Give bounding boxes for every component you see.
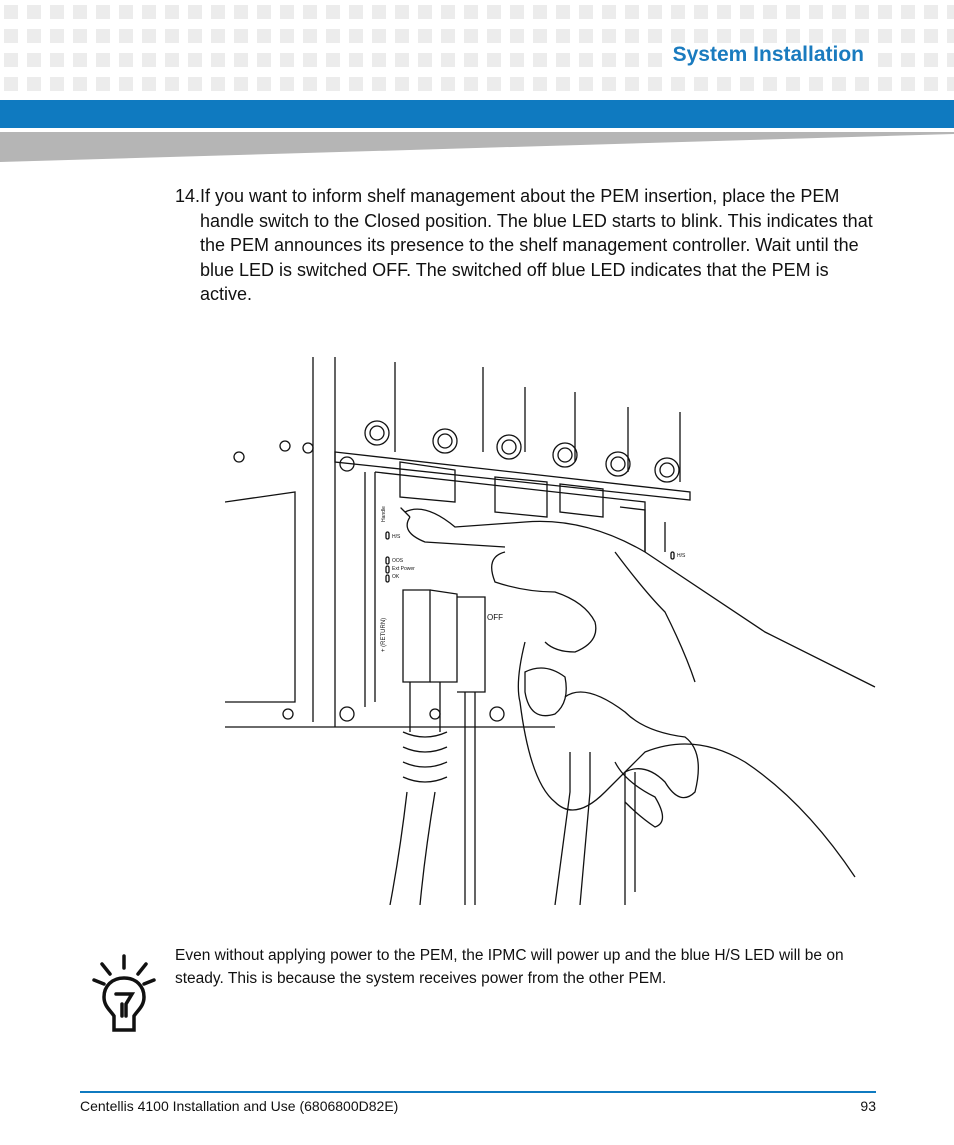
header-pattern-dot (648, 5, 662, 19)
header-pattern-dot (234, 5, 248, 19)
header-pattern-dot (809, 77, 823, 91)
header-pattern-dot (786, 29, 800, 43)
header-pattern-dot (602, 77, 616, 91)
header-pattern-dot (648, 29, 662, 43)
footer-page-number: 93 (860, 1098, 876, 1114)
header-pattern-dot (671, 5, 685, 19)
header-pattern-dot (326, 53, 340, 67)
header-pattern-dot (832, 77, 846, 91)
label-handle: Handle (381, 506, 387, 522)
header-pattern-dot (257, 5, 271, 19)
header-pattern-dot (901, 29, 915, 43)
header-pattern-dot (901, 53, 915, 67)
header-pattern-dot (27, 53, 41, 67)
header-pattern-dot (211, 29, 225, 43)
header-pattern-dot (924, 77, 938, 91)
step-number: 14. (175, 186, 201, 206)
header-pattern-dot (648, 53, 662, 67)
header-pattern-dot (280, 77, 294, 91)
header-pattern-dot (372, 77, 386, 91)
header-pattern-dot (625, 29, 639, 43)
header-pattern-dot (349, 53, 363, 67)
header-pattern-dot (556, 5, 570, 19)
tip-text: Even without applying power to the PEM, the IPMC will power up and the blue H/S LED will be on steady. This is because the system receives power from the other PEM. (175, 947, 844, 987)
header-pattern-dot (257, 77, 271, 91)
header-pattern-dot (211, 5, 225, 19)
header-pattern-dot (372, 53, 386, 67)
header-pattern-dot (487, 53, 501, 67)
header-pattern-dot (464, 5, 478, 19)
header-pattern-dot (303, 53, 317, 67)
header-pattern-dot (947, 29, 954, 43)
header-pattern-dot (303, 29, 317, 43)
header-pattern-dot (556, 77, 570, 91)
header-pattern-dot (188, 5, 202, 19)
step-14 (175, 184, 880, 307)
header-pattern-dot (579, 77, 593, 91)
header-pattern-dot (73, 53, 87, 67)
header-pattern-dot (717, 77, 731, 91)
header-pattern-dot (349, 29, 363, 43)
header-pattern-dot (832, 5, 846, 19)
header-pattern-dot (510, 5, 524, 19)
power-cable-left (390, 590, 457, 905)
label-hs: H/S (392, 534, 401, 540)
header-pattern-dot (234, 77, 248, 91)
header-wedge (0, 132, 954, 162)
header-pattern-dot (855, 29, 869, 43)
header-pattern-dot (188, 29, 202, 43)
header-pattern-dot (142, 77, 156, 91)
header-pattern-dot (901, 77, 915, 91)
header-pattern-dot (372, 5, 386, 19)
header-pattern-dot (786, 5, 800, 19)
header-pattern-dot (234, 53, 248, 67)
header-pattern-dot (441, 29, 455, 43)
header-pattern-dot (4, 5, 18, 19)
header-pattern-dot (694, 5, 708, 19)
header-pattern-dot (50, 77, 64, 91)
header-pattern-dot (326, 5, 340, 19)
header-pattern-dot (878, 29, 892, 43)
power-cable-right (457, 597, 485, 905)
header-pattern-dot (464, 29, 478, 43)
header-pattern-dot (119, 29, 133, 43)
header-pattern-dot (165, 53, 179, 67)
header-pattern-dot (349, 5, 363, 19)
header-pattern-dot (188, 77, 202, 91)
header-pattern-dot (50, 53, 64, 67)
header-pattern-dot (96, 77, 110, 91)
power-cable-far (555, 752, 635, 905)
label-ext-power: Ext Power (392, 566, 415, 572)
header-pattern-dot (924, 29, 938, 43)
label-hs-right: H/S (677, 553, 686, 559)
header-pattern-dot (27, 5, 41, 19)
header-pattern-dot (671, 77, 685, 91)
header-pattern-dot (763, 29, 777, 43)
header-pattern-dot (809, 29, 823, 43)
header-pattern-dot (4, 29, 18, 43)
header-pattern-dot (510, 53, 524, 67)
header-pattern-dot (280, 53, 294, 67)
header-pattern-dot (418, 5, 432, 19)
header-pattern-dot (487, 5, 501, 19)
header-pattern-dot (602, 5, 616, 19)
header-pattern-dot (303, 5, 317, 19)
header-pattern-dot (119, 77, 133, 91)
header-pattern-dot (96, 5, 110, 19)
header-pattern-dot (786, 77, 800, 91)
header-pattern-dot (533, 29, 547, 43)
label-off: OFF (487, 613, 503, 622)
header-pattern-dot (556, 29, 570, 43)
header-pattern-dot (165, 29, 179, 43)
header-pattern-dot (142, 29, 156, 43)
footer-rule (80, 1091, 876, 1093)
header-pattern-dot (832, 29, 846, 43)
header-pattern-dot (4, 77, 18, 91)
header-pattern-dot (96, 29, 110, 43)
lightbulb-icon (92, 952, 156, 1034)
header-pattern-dot (763, 5, 777, 19)
header-pattern-dot (510, 77, 524, 91)
header-pattern-dot (947, 5, 954, 19)
header-pattern-dot (924, 5, 938, 19)
header-pattern-dot (372, 29, 386, 43)
header-pattern-dot (533, 53, 547, 67)
header-pattern-dot (4, 53, 18, 67)
step-text: If you want to inform shelf management about the PEM insertion, place the PEM handle switch to the Closed position. The blue LED starts to blink. This indicates that the PEM announces its presence to the shelf management controller. Wait until the blue LED is switched OFF. The switched off blue LED indicates that the PEM is active. (200, 186, 873, 305)
header-pattern-dot (280, 29, 294, 43)
header-pattern-dot (878, 77, 892, 91)
header-pattern-dot (533, 5, 547, 19)
header-pattern-dot (740, 29, 754, 43)
header-pattern-dot (211, 53, 225, 67)
header-pattern-dot (165, 77, 179, 91)
header-pattern-dot (234, 29, 248, 43)
header-pattern-dot (487, 77, 501, 91)
header-pattern-dot (119, 53, 133, 67)
header-pattern-dot (280, 5, 294, 19)
header-pattern-dot (188, 53, 202, 67)
label-ok: OK (392, 574, 400, 580)
header-pattern-dot (73, 29, 87, 43)
label-oos: OOS (392, 558, 404, 564)
header-pattern-dot (395, 77, 409, 91)
header-pattern-dot (740, 77, 754, 91)
header-pattern-dot (441, 53, 455, 67)
header-pattern-dot (855, 77, 869, 91)
led-column (386, 532, 674, 582)
header-pattern-dot (717, 29, 731, 43)
header-pattern-dot (510, 29, 524, 43)
header-pattern-dot (648, 77, 662, 91)
header-pattern-dot (809, 5, 823, 19)
header-pattern-dot (464, 77, 478, 91)
header-pattern-dot (73, 5, 87, 19)
header-pattern-dot (947, 77, 954, 91)
header-pattern-dot (326, 29, 340, 43)
header-pattern-dot (487, 29, 501, 43)
header-pattern-dot (464, 53, 478, 67)
header-pattern-dot (349, 77, 363, 91)
header-pattern-dot (395, 5, 409, 19)
section-title: System Installation (665, 43, 872, 67)
header-pattern-dot (625, 77, 639, 91)
header-pattern-dot (671, 29, 685, 43)
label-return: + (RETURN) (381, 617, 387, 652)
header-pattern-dot (740, 5, 754, 19)
header-pattern-dot (763, 77, 777, 91)
header-pattern-dot (211, 77, 225, 91)
header-pattern-dot (395, 29, 409, 43)
header-pattern-dot (441, 5, 455, 19)
pem-insertion-figure (225, 352, 880, 905)
header-pattern-dot (579, 29, 593, 43)
header-pattern-dot (717, 5, 731, 19)
header-pattern-dot (694, 29, 708, 43)
header-pattern-dot (579, 5, 593, 19)
header-pattern-dot (855, 5, 869, 19)
header-pattern-dot (73, 77, 87, 91)
header-pattern-dot (602, 29, 616, 43)
header-pattern-dot (533, 77, 547, 91)
header-pattern-dot (579, 53, 593, 67)
header-pattern-dot (257, 29, 271, 43)
header-pattern-dot (257, 53, 271, 67)
header-pattern-dot (142, 53, 156, 67)
header-pattern-dot (924, 53, 938, 67)
header-pattern-dot (901, 5, 915, 19)
footer-document-title: Centellis 4100 Installation and Use (6806800D82E) (80, 1098, 399, 1114)
header-pattern-dot (50, 29, 64, 43)
header-pattern-dot (878, 5, 892, 19)
header-pattern-dot (947, 53, 954, 67)
header-pattern-dot (441, 77, 455, 91)
header-pattern-dot (119, 5, 133, 19)
header-pattern-dot (27, 29, 41, 43)
header-pattern-dot (625, 5, 639, 19)
header-pattern-dot (418, 53, 432, 67)
header-pattern-dot (418, 77, 432, 91)
header-pattern-dot (556, 53, 570, 67)
header-pattern-dot (878, 53, 892, 67)
header-pattern-dot (303, 77, 317, 91)
header-pattern-dot (50, 5, 64, 19)
header-pattern-dot (326, 77, 340, 91)
header-band (0, 100, 954, 128)
header-pattern-dot (418, 29, 432, 43)
header-pattern-dot (694, 77, 708, 91)
header-pattern-dot (96, 53, 110, 67)
header-pattern-dot (602, 53, 616, 67)
header-pattern-dot (27, 77, 41, 91)
header-pattern-dot (395, 53, 409, 67)
header-pattern-dot (142, 5, 156, 19)
header-pattern-dot (165, 5, 179, 19)
header-pattern-dot (625, 53, 639, 67)
